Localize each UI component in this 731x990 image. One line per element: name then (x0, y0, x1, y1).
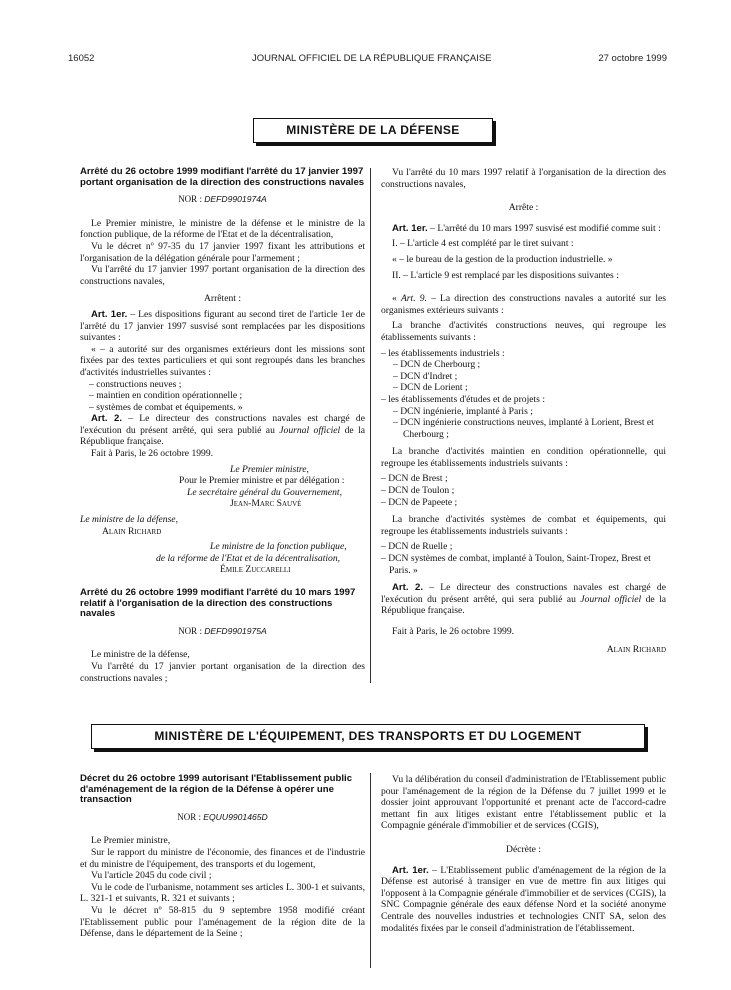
article-text: de la République française. (381, 593, 666, 617)
quote-mark: « (392, 293, 401, 305)
left-column-defense (80, 167, 365, 684)
article-9 (381, 293, 666, 316)
signature-line: Pour le Premier ministre et par délégation : (179, 475, 345, 487)
page-number: 16052 (68, 53, 95, 64)
paragraph: La branche d'activités systèmes de combat et équipements, qui regroupe les établissements industriels suivants : (381, 514, 666, 537)
fait-a-paris: Fait à Paris, le 26 octobre 1999. (91, 448, 214, 460)
quoted-paragraph: « – a autorité sur des organismes extérieurs dont les missions sont fixées par des textes particuliers et qui sont regroupés dans les branches d'activités industrielles suivantes : (80, 343, 365, 378)
article-label: Art. 1er. (392, 222, 428, 234)
section-heading-equipement: MINISTÈRE DE L'ÉQUIPEMENT, DES TRANSPORTS ET DU LOGEMENT (91, 724, 645, 749)
list-item: – constructions neuves ; (89, 378, 182, 390)
article-label: Art. 2. (91, 413, 123, 425)
nor-reference (80, 626, 365, 638)
signatory-name: Alain Richard (606, 643, 666, 655)
signature-title (80, 487, 365, 499)
paragraph: Le Premier ministre, (91, 835, 171, 847)
arrete-heading: Arrête : (508, 202, 539, 214)
quoted-paragraph: « – le bureau de la gestion de la production industrielle. » (392, 253, 613, 265)
left-column-equipement (80, 774, 365, 940)
column-divider (370, 168, 371, 683)
article-2 (80, 413, 365, 448)
signature-line: Le ministre de la fonction publique, (210, 541, 347, 553)
decrete-heading: Décrète : (506, 843, 541, 855)
article-label: Art. 9. (400, 293, 427, 305)
right-column-equipement (381, 774, 666, 934)
article-text: de la République française. (80, 424, 365, 448)
list-item: – DCN systèmes de combat, implanté à Toulon, Saint-Tropez, Brest et Paris. » (381, 553, 651, 576)
nor-code: EQUU9901465D (203, 811, 268, 822)
paragraph: Vu l'arrêté du 17 janvier portant organisation de la direction des constructions navales ; (80, 660, 365, 684)
fait-a-paris: Fait à Paris, le 26 octobre 1999. (392, 626, 515, 637)
list-item: – DCN ingénierie, implanté à Paris ; (393, 405, 533, 417)
nor-code: DEFD9901975A (204, 625, 267, 636)
article-text: – La direction des constructions navales a autorité sur les organismes extérieurs suivants : (381, 293, 666, 316)
article-label: Art. 2. (392, 582, 424, 594)
nor-label: NOR : (178, 194, 202, 205)
list-item: – DCN de Cherbourg ; (393, 359, 481, 371)
signature-title (80, 553, 365, 565)
nor-reference (80, 194, 365, 206)
article-label: Art. 1er. (91, 308, 128, 320)
nor-code: DEFD9901974A (204, 194, 267, 205)
journal-officiel-text: Journal officiel (279, 424, 341, 436)
article-text: – Les dispositions figurant au second tiret de l'article 1er de l'arrêté du 17 janvier 1997 susvisé sont remplacées par les dispositions suivantes : (80, 308, 365, 344)
list-item: – DCN de Lorient ; (393, 382, 468, 394)
list-item: – DCN ingénierie constructions neuves, implanté à Lorient, Brest et Cherbourg ; (393, 417, 654, 440)
signature-line: Le ministre de la défense, (80, 514, 178, 526)
signatory-name: Jean-Marc Sauvé (230, 498, 302, 510)
signature-line: Le secrétaire général du Gouvernement, (187, 486, 342, 498)
signature-title (80, 541, 365, 553)
article-text: – Le directeur des constructions navales est chargé de l'exécution du présent arrêté, qui sera publié au (381, 582, 666, 605)
list-item: – maintien en condition opérationnelle ; (89, 390, 243, 402)
paragraph: Vu l'arrêté du 17 janvier 1997 portant organisation de la direction des constructions navales, (80, 264, 365, 287)
issue-date: 27 octobre 1999 (598, 53, 667, 64)
paragraph: Vu l'article 2045 du code civil ; (91, 870, 212, 882)
list-item: – les établissements d'études et de projets : (381, 393, 545, 405)
nor-label: NOR : (178, 625, 202, 636)
list-item: – DCN de Papeete ; (381, 496, 458, 508)
article-text: – L'Etablissement public d'aménagement de la région de la Défense est autorisé à transiger en vue de mettre fin aux litiges qui l'opposent à la Compagnie générale d'immobilier et de services (CGIS), la SNC Compagnie générale des eaux défense Nord et la société anonyme Centrale des nouvelles industries et technologies CNIT SA, selon des modalités fixées par le conseil d'administration de l'établissement. (381, 864, 666, 934)
list-item: – DCN de Toulon ; (381, 485, 455, 497)
signature-line: Le Premier ministre, (230, 463, 309, 475)
list-item: – DCN de Brest ; (381, 473, 448, 485)
paragraph: La branche d'activités constructions neuves, qui regroupe les établissements suivants : (381, 320, 666, 343)
paragraph: Vu l'arrêté du 10 mars 1997 relatif à l'organisation de la direction des constructions navales, (381, 167, 666, 190)
list-item: – les établissements industriels : (381, 347, 505, 359)
signature-title (80, 514, 365, 526)
article-text: – Le directeur des constructions navales est chargé de l'exécution du présent arrêté, qui sera publié au (80, 413, 365, 436)
nor-reference (80, 812, 365, 824)
list-item: – DCN d'Indret ; (393, 370, 458, 382)
section-heading-defense: MINISTÈRE DE LA DÉFENSE (253, 118, 493, 143)
signature-title (80, 464, 365, 476)
article-2 (381, 582, 666, 617)
list-item: – DCN de Ruelle ; (381, 541, 453, 553)
paragraph: Sur le rapport du ministre de l'économie, des finances et de l'industrie et du ministre de l'équipement, des transports et du logement, (80, 846, 365, 870)
paragraph: Vu le décret nº 97-35 du 17 janvier 1997 fixant les attributions et l'organisation de la délégation générale pour l'armement ; (80, 240, 365, 264)
signatory-name: Alain Richard (102, 525, 162, 537)
paragraph: Le Premier ministre, le ministre de la défense et le ministre de la fonction publique, de la réforme de l'Etat et de la décentralisation, (80, 217, 365, 241)
article-text: – L'arrêté du 10 mars 1997 susvisé est modifié comme suit : (427, 222, 661, 234)
right-column-defense (381, 167, 666, 655)
arretent-heading: Arrêtent : (203, 293, 242, 305)
nor-label: NOR : (177, 811, 201, 822)
signatory-name: Émile Zuccarelli (220, 564, 291, 576)
decree-title: Décret du 26 octobre 1999 autorisant l'Etablissement public d'aménagement de la région de la Défense à opérer une transaction (80, 773, 353, 806)
paragraph: La branche d'activités maintien en condition opérationnelle, qui regroupe les établissements industriels suivants : (381, 446, 666, 469)
signature-line: de la réforme de l'Etat et de la décentralisation, (156, 552, 341, 564)
paragraph: Le ministre de la défense, (91, 649, 190, 661)
paragraph: I. – L'article 4 est complété par le tiret suivant : (392, 238, 574, 250)
paragraph: Vu la délibération du conseil d'administration de l'Etablissement public pour l'aménagement de la région de la Défense du 7 juillet 1999 et le dossier joint approuvant l'opportunité et prenant acte de l'accord-cadre mettant fin aux litiges existant entre l'établissement public et la Compagnie générale d'immobilier et de services (CGIS), (381, 774, 666, 832)
paragraph: II. – L'article 9 est remplacé par les dispositions suivantes : (392, 269, 619, 281)
paragraph: Vu le code de l'urbanisme, notamment ses articles L. 300-1 et suivants, L. 321-1 et suivants, R. 321 et suivants ; (80, 881, 365, 905)
paragraph: Vu le décret nº 58-815 du 9 septembre 1958 modifié créant l'Etablissement public pour l'aménagement de la région dite de la Défense, dans le département de la Seine ; (80, 904, 365, 940)
column-divider (370, 773, 371, 968)
decree-title: Arrêté du 26 octobre 1999 modifiant l'arrêté du 17 janvier 1997 portant organisation de la direction des constructions navales (80, 166, 365, 188)
journal-title: JOURNAL OFFICIEL DE LA RÉPUBLIQUE FRANÇAISE (252, 53, 492, 64)
decree-title: Arrêté du 26 octobre 1999 modifiant l'arrêté du 10 mars 1997 relatif à l'organisation de la direction des constructions navales (80, 587, 356, 620)
article-label: Art. 1er. (392, 864, 429, 876)
article-1 (381, 223, 666, 235)
article-1 (80, 309, 365, 344)
list-item: – systèmes de combat et équipements. » (89, 401, 243, 413)
journal-officiel-text: Journal officiel (580, 593, 642, 605)
article-1 (381, 865, 666, 935)
